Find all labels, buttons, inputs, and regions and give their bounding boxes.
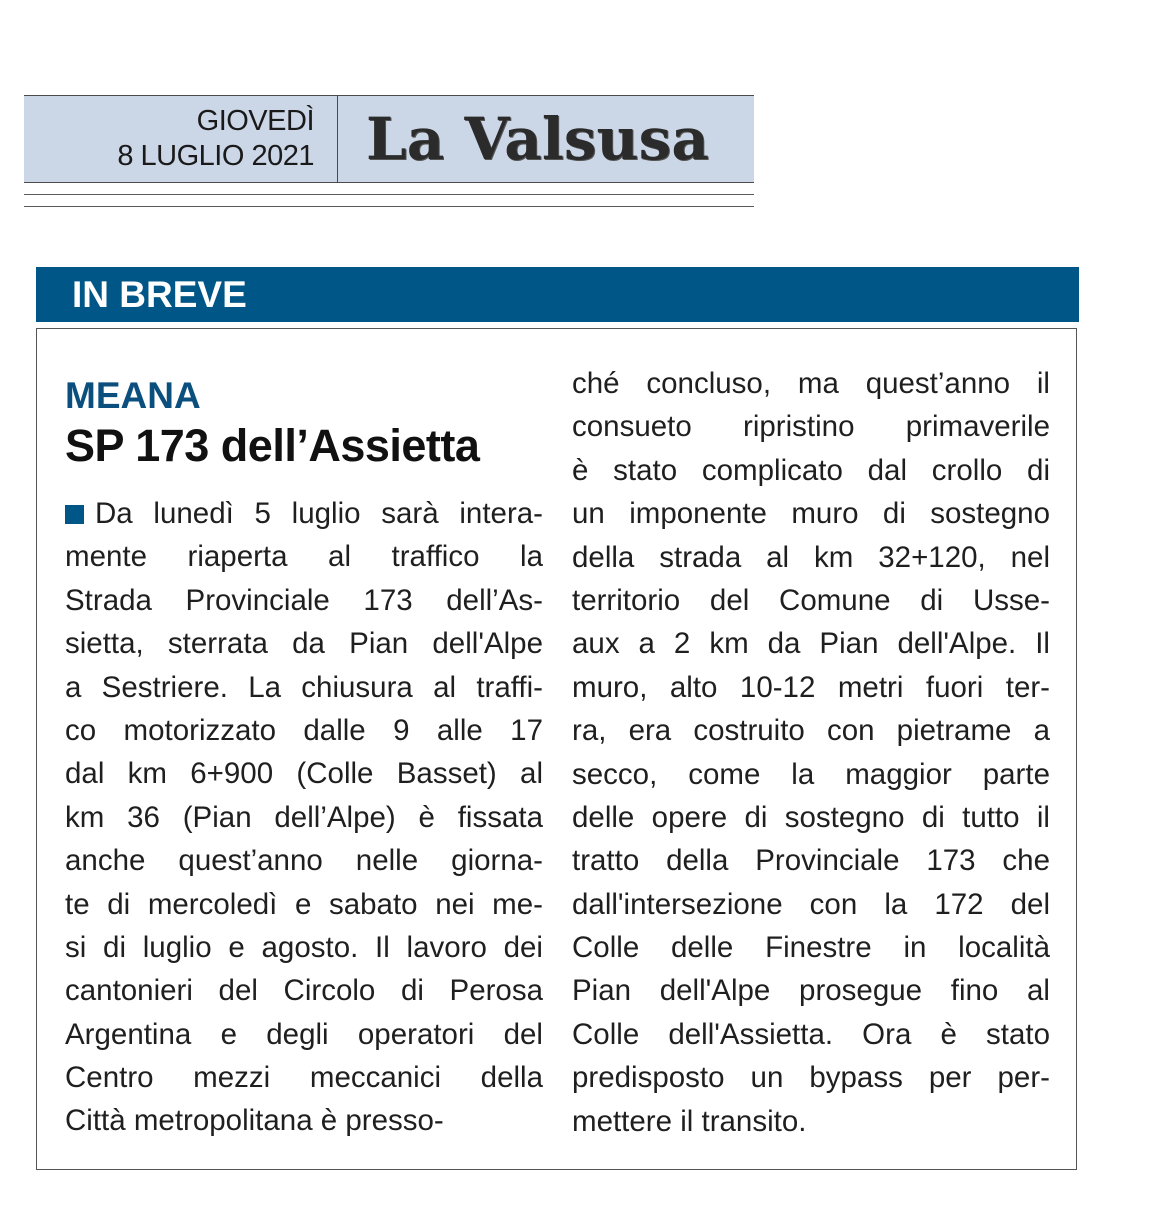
article-column-left <box>65 492 543 1143</box>
body-line <box>65 1099 543 1142</box>
body-line-text: dall'intersezione con la 172 del <box>572 887 1050 921</box>
body-line-text: Da lunedì 5 luglio sarà intera- <box>95 497 543 530</box>
body-line-text: Argentina e degli operatori del <box>65 1017 543 1051</box>
body-line-text: ché concluso, ma quest’anno il <box>572 367 1050 400</box>
article-kicker: MEANA <box>65 375 201 416</box>
body-line-text: un imponente muro di sostegno <box>572 497 1050 531</box>
body-line <box>572 1056 1050 1099</box>
body-line-text: Centro mezzi meccanici della <box>65 1061 543 1095</box>
body-line <box>572 883 1050 926</box>
body-line <box>65 926 543 969</box>
body-line <box>572 1013 1050 1056</box>
body-line <box>572 926 1050 969</box>
body-line <box>572 405 1050 448</box>
body-line <box>65 839 543 882</box>
body-line-text: della strada al km 32+120, nel <box>572 540 1050 574</box>
body-line-text: delle opere di sostegno di tutto il <box>572 800 1050 834</box>
section-bar <box>36 267 1079 322</box>
masthead-rule-bottom <box>24 206 754 207</box>
body-line-text: cantonieri del Circolo di Perosa <box>65 974 543 1008</box>
body-line-text: ra, era costruito con pietrame a <box>572 714 1050 748</box>
body-line <box>572 666 1050 709</box>
body-line-text: Colle dell'Assietta. Ora è stato <box>572 1017 1050 1051</box>
body-line-text: si di luglio e agosto. Il lavoro dei <box>65 930 543 964</box>
body-line <box>65 1013 543 1056</box>
body-line <box>572 753 1050 796</box>
masthead-divider <box>337 96 338 182</box>
body-line <box>65 579 543 622</box>
body-line-text: Città metropolitana è presso- <box>65 1104 444 1138</box>
body-line-text: sietta, sterrata da Pian dell'Alpe <box>65 627 543 661</box>
newspaper-logo: La Valsusa <box>366 105 709 173</box>
article-column-right <box>572 362 1050 1143</box>
body-line-text: è stato complicato dal crollo di <box>572 453 1050 487</box>
body-line-text: aux a 2 km da Pian dell'Alpe. Il <box>572 627 1050 661</box>
issue-date <box>24 96 314 182</box>
body-line-text: muro, alto 10-12 metri fuori ter- <box>572 670 1050 704</box>
body-line <box>572 839 1050 882</box>
body-line <box>65 666 543 709</box>
body-line <box>65 883 543 926</box>
body-line-text: mente riaperta al traffico la <box>65 540 543 574</box>
body-line-text: anche quest’anno nelle giorna- <box>65 844 543 878</box>
body-line <box>572 622 1050 665</box>
body-line <box>572 362 1050 405</box>
section-label: IN BREVE <box>72 274 247 315</box>
body-line-text: km 36 (Pian dell’Alpe) è fissata <box>65 800 543 834</box>
article-headline: SP 173 dell’Assietta <box>65 420 480 471</box>
body-line <box>65 752 543 795</box>
body-line <box>572 579 1050 622</box>
masthead <box>24 95 754 183</box>
body-line-text: Strada Provinciale 173 dell’As- <box>65 583 543 617</box>
body-line-text: secco, come la maggior parte <box>572 757 1050 791</box>
body-line-text: Pian dell'Alpe prosegue fino al <box>572 974 1050 1008</box>
body-line-text: territorio del Comune di Usse- <box>572 583 1050 617</box>
body-line <box>572 969 1050 1012</box>
body-line <box>65 796 543 839</box>
body-line <box>65 622 543 665</box>
body-line-text: Colle delle Finestre in località <box>572 931 1050 965</box>
masthead-rule-top <box>24 194 754 195</box>
body-line <box>65 709 543 752</box>
body-line <box>572 796 1050 839</box>
body-line-text: dal km 6+900 (Colle Basset) al <box>65 757 543 791</box>
body-line <box>65 1056 543 1099</box>
body-line <box>572 1100 1050 1143</box>
body-line-text: tratto della Provinciale 173 che <box>572 844 1050 878</box>
issue-day: GIOVEDÌ <box>196 105 314 137</box>
body-line <box>572 492 1050 535</box>
body-line <box>65 969 543 1012</box>
issue-date-text: 8 LUGLIO 2021 <box>117 140 314 172</box>
body-line <box>65 535 543 578</box>
body-line-text: a Sestriere. La chiusura al traffi- <box>65 670 543 704</box>
body-line-text: te di mercoledì e sabato nei me- <box>65 887 543 921</box>
body-line-text: mettere il transito. <box>572 1104 807 1138</box>
body-line-text: consueto ripristino primaverile <box>572 410 1050 444</box>
body-line <box>572 449 1050 492</box>
lead-square-icon <box>65 505 84 524</box>
body-line <box>65 492 543 535</box>
body-line <box>572 709 1050 752</box>
body-line <box>572 536 1050 579</box>
body-line-text: co motorizzato dalle 9 alle 17 <box>65 713 543 747</box>
body-line-text: predisposto un bypass per per- <box>572 1061 1050 1095</box>
